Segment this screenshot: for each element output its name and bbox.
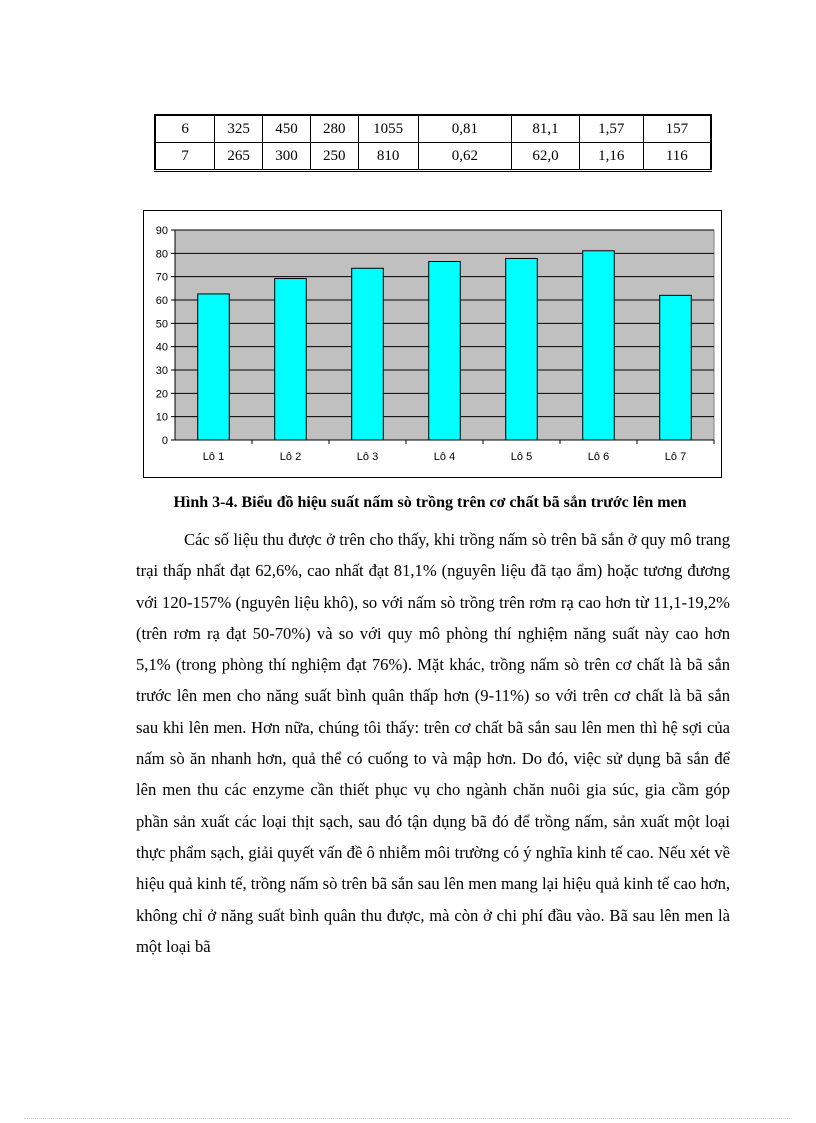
y-tick-label: 80 bbox=[155, 248, 168, 261]
table-cell: 250 bbox=[310, 143, 358, 171]
table-cell: 280 bbox=[310, 115, 358, 143]
data-table bbox=[154, 114, 712, 172]
table-cell: 450 bbox=[263, 115, 311, 143]
table-cell: 157 bbox=[643, 115, 711, 143]
bar bbox=[660, 295, 692, 440]
bar bbox=[506, 258, 538, 440]
x-tick-label: Lô 6 bbox=[587, 451, 610, 463]
table-cell: 1,57 bbox=[579, 115, 643, 143]
x-tick-label: Lô 4 bbox=[433, 451, 456, 463]
table-cell: 1055 bbox=[358, 115, 418, 143]
table-cell: 0,62 bbox=[418, 143, 512, 171]
bar bbox=[429, 262, 461, 441]
table-cell: 7 bbox=[155, 143, 215, 171]
table-cell: 6 bbox=[155, 115, 215, 143]
paragraph: Các số liệu thu được ở trên cho thấy, khi trồng nấm sò trên bã sắn ở quy mô trang trại thấp nhất đạt 62,6%, cao nhất đạt 81,1% (nguyên liệu đã tạo ẩm) hoặc tương đương với 120-157% (nguyên liệu khô), so với nấm sò trồng trên rơm rạ cao hơn từ 11,1-19,2% (trên rơm rạ đạt 50-70%) và so với quy mô phòng thí nghiệm năng suất này cao hơn 5,1% (trong phòng thí nghiệm đạt 76%). Mặt khác, trồng nấm sò trên cơ chất là bã sắn trước lên men cho năng suất bình quân thấp hơn (9-11%) so với trên cơ chất là bã sắn sau khi lên men. Hơn nữa, chúng tôi thấy: trên cơ chất bã sắn sau lên men thì hệ sợi của nấm sò ăn nhanh hơn, quả thể có cuống to và mập hơn. Do đó, việc sử dụng bã sắn để lên men thu các enzyme cần thiết phục vụ cho ngành chăn nuôi gia súc, gia cầm góp phần sản xuất các loại thịt sạch, sau đó tận dụng bã đó để trồng nấm, sản xuất một loại thực phẩm sạch, giải quyết vấn đề ô nhiễm môi trường có ý nghĩa kinh tế cao. Nếu xét về hiệu quả kinh tế, trồng nấm sò trên bã sắn sau lên men mang lại hiệu quả kinh tế cao hơn, không chỉ ở năng suất bình quân thu được, mà còn ở chi phí đầu vào. Bã sau lên men là một loại bã bbox=[136, 530, 731, 956]
table-cell: 62,0 bbox=[512, 143, 580, 171]
y-tick-label: 70 bbox=[155, 271, 168, 284]
table-cell: 325 bbox=[215, 115, 263, 143]
table-cell: 300 bbox=[263, 143, 311, 171]
y-tick-label: 90 bbox=[155, 225, 168, 237]
footer-divider bbox=[24, 1118, 792, 1119]
x-tick-label: Lô 5 bbox=[510, 451, 533, 463]
bar bbox=[275, 279, 307, 440]
figure-caption: Hình 3-4. Biểu đồ hiệu suất nấm sò trồng trên cơ chất bã sắn trước lên men bbox=[173, 494, 687, 511]
y-tick-label: 60 bbox=[155, 295, 168, 307]
bar bbox=[198, 294, 230, 440]
x-tick-label: Lô 2 bbox=[279, 451, 302, 463]
y-tick-label: 10 bbox=[155, 411, 168, 424]
table-row bbox=[155, 115, 711, 143]
chart-svg bbox=[144, 211, 721, 477]
table-cell: 1,16 bbox=[579, 143, 643, 171]
y-tick-label: 50 bbox=[155, 318, 168, 331]
y-tick-label: 20 bbox=[155, 388, 168, 401]
y-tick-label: 40 bbox=[155, 341, 168, 354]
table-cell: 81,1 bbox=[512, 115, 580, 143]
table-row bbox=[155, 143, 711, 171]
y-tick-label: 0 bbox=[161, 435, 168, 447]
table-cell: 116 bbox=[643, 143, 711, 171]
table-cell: 265 bbox=[215, 143, 263, 171]
bar bbox=[583, 251, 615, 440]
body-text bbox=[136, 524, 730, 962]
bar bbox=[352, 268, 384, 440]
bar-chart bbox=[143, 210, 722, 478]
y-tick-label: 30 bbox=[155, 365, 168, 377]
x-tick-label: Lô 7 bbox=[664, 451, 687, 463]
x-tick-label: Lô 3 bbox=[356, 451, 379, 463]
x-tick-label: Lô 1 bbox=[202, 451, 225, 463]
table-cell: 0,81 bbox=[418, 115, 512, 143]
table-cell: 810 bbox=[358, 143, 418, 171]
